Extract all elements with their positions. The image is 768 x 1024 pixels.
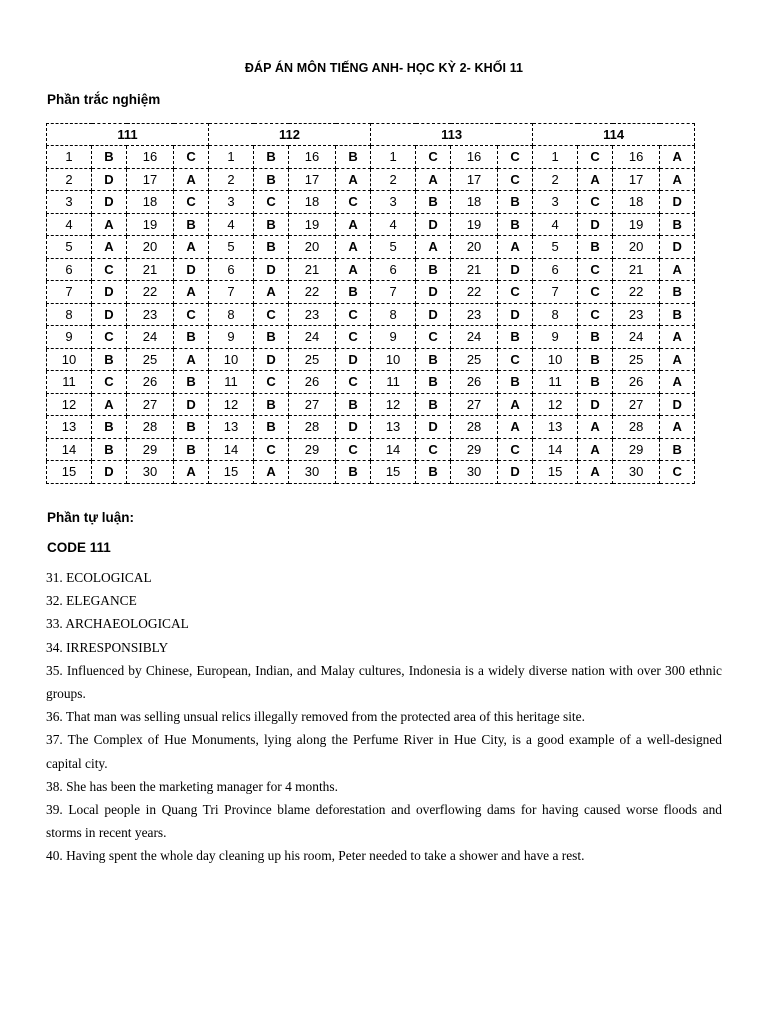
question-number-cell: 7 (371, 281, 416, 304)
answer-cell: A (660, 168, 695, 191)
question-number-cell: 28 (613, 416, 660, 439)
answer-cell: C (92, 258, 127, 281)
table-row (47, 348, 695, 371)
question-number-cell: 10 (533, 348, 578, 371)
essay-answer-37: 37. The Complex of Hue Monuments, lying along the Perfume River in Hue City, is a good example of a well-designed capital city. (46, 732, 722, 771)
table-row (47, 416, 695, 439)
question-number-cell: 28 (127, 416, 174, 439)
question-number-cell: 3 (533, 191, 578, 214)
essay-answer-32: 32. ELEGANCE (46, 593, 137, 609)
answer-cell: A (92, 393, 127, 416)
question-number-cell: 25 (127, 348, 174, 371)
multiple-choice-heading: Phần trắc nghiệm (47, 92, 161, 107)
question-number-cell: 8 (371, 303, 416, 326)
answer-cell: A (174, 281, 209, 304)
question-number-cell: 4 (209, 213, 254, 236)
answer-cell: D (498, 461, 533, 484)
question-number-cell: 13 (47, 416, 92, 439)
answer-cell: C (416, 146, 451, 169)
answer-cell: D (254, 348, 289, 371)
answer-cell: A (416, 236, 451, 259)
question-number-cell: 17 (127, 168, 174, 191)
question-number-cell: 15 (209, 461, 254, 484)
answer-cell: C (578, 281, 613, 304)
question-number-cell: 18 (289, 191, 336, 214)
answer-cell: B (416, 393, 451, 416)
answer-cell: B (254, 416, 289, 439)
answer-cell: A (498, 416, 533, 439)
question-number-cell: 9 (533, 326, 578, 349)
table-row (47, 371, 695, 394)
table-row (47, 393, 695, 416)
essay-answer-40: 40. Having spent the whole day cleaning up his room, Peter needed to take a shower and have a rest. (46, 848, 585, 864)
answer-cell: B (416, 461, 451, 484)
question-number-cell: 8 (209, 303, 254, 326)
answer-cell: C (498, 146, 533, 169)
answer-cell: B (578, 348, 613, 371)
question-number-cell: 19 (451, 213, 498, 236)
answer-cell: D (174, 258, 209, 281)
answer-cell: B (578, 236, 613, 259)
question-number-cell: 22 (127, 281, 174, 304)
question-number-cell: 24 (127, 326, 174, 349)
question-number-cell: 18 (613, 191, 660, 214)
question-number-cell: 11 (209, 371, 254, 394)
answer-cell: B (416, 371, 451, 394)
question-number-cell: 3 (371, 191, 416, 214)
question-number-cell: 12 (371, 393, 416, 416)
answer-cell: B (174, 371, 209, 394)
answer-cell: B (416, 191, 451, 214)
answer-cell: C (498, 438, 533, 461)
answer-cell: C (578, 146, 613, 169)
question-number-cell: 5 (209, 236, 254, 259)
answer-cell: C (336, 303, 371, 326)
answer-cell: B (254, 326, 289, 349)
answer-cell: B (498, 371, 533, 394)
table-row (47, 213, 695, 236)
answer-cell: B (416, 258, 451, 281)
question-number-cell: 17 (289, 168, 336, 191)
answer-cell: A (578, 416, 613, 439)
question-number-cell: 2 (209, 168, 254, 191)
answer-cell: D (254, 258, 289, 281)
answer-cell: C (416, 326, 451, 349)
table-row (47, 326, 695, 349)
question-number-cell: 19 (613, 213, 660, 236)
answer-cell: B (498, 326, 533, 349)
table-row (47, 438, 695, 461)
answer-cell: B (174, 326, 209, 349)
question-number-cell: 29 (127, 438, 174, 461)
question-number-cell: 27 (289, 393, 336, 416)
answer-cell: D (578, 213, 613, 236)
answer-cell: A (660, 416, 695, 439)
answer-cell: B (660, 303, 695, 326)
question-number-cell: 23 (451, 303, 498, 326)
answer-cell: B (254, 146, 289, 169)
table-row (47, 191, 695, 214)
question-number-cell: 7 (47, 281, 92, 304)
question-number-cell: 22 (613, 281, 660, 304)
essay-heading: Phần tự luận: (47, 510, 135, 525)
answer-cell: B (254, 213, 289, 236)
answer-cell: A (578, 438, 613, 461)
answer-cell: C (254, 438, 289, 461)
answer-cell: A (660, 146, 695, 169)
question-number-cell: 21 (289, 258, 336, 281)
question-number-cell: 22 (451, 281, 498, 304)
answer-cell: B (578, 371, 613, 394)
answer-cell: C (174, 191, 209, 214)
question-number-cell: 3 (47, 191, 92, 214)
question-number-cell: 6 (209, 258, 254, 281)
question-number-cell: 11 (47, 371, 92, 394)
answer-cell: C (578, 191, 613, 214)
code-header-111: 111 (47, 124, 209, 146)
answer-cell: A (174, 236, 209, 259)
question-number-cell: 21 (451, 258, 498, 281)
answer-cell: C (336, 371, 371, 394)
question-number-cell: 30 (613, 461, 660, 484)
code-header-114: 114 (533, 124, 695, 146)
answer-cell: B (174, 213, 209, 236)
question-number-cell: 22 (289, 281, 336, 304)
document-title: ĐÁP ÁN MÔN TIẾNG ANH- HỌC KỲ 2- KHỐI 11 (244, 61, 524, 75)
question-number-cell: 15 (47, 461, 92, 484)
question-number-cell: 1 (371, 146, 416, 169)
question-number-cell: 28 (451, 416, 498, 439)
answer-cell: A (174, 168, 209, 191)
code-header-112: 112 (209, 124, 371, 146)
answer-cell: D (660, 236, 695, 259)
answer-cell: C (578, 303, 613, 326)
question-number-cell: 19 (289, 213, 336, 236)
question-number-cell: 16 (451, 146, 498, 169)
essay-answer-31: 31. ECOLOGICAL (46, 570, 152, 585)
question-number-cell: 18 (127, 191, 174, 214)
question-number-cell: 30 (451, 461, 498, 484)
code-header-113: 113 (371, 124, 533, 146)
question-number-cell: 27 (613, 393, 660, 416)
question-number-cell: 20 (451, 236, 498, 259)
question-number-cell: 6 (47, 258, 92, 281)
answer-cell: C (254, 371, 289, 394)
answer-cell: C (254, 191, 289, 214)
answer-cell: B (336, 146, 371, 169)
answer-cell: A (578, 168, 613, 191)
answer-cell: D (498, 303, 533, 326)
essay-answer-36: 36. That man was selling unsual relics illegally removed from the protected area of this heritage site. (46, 709, 585, 725)
question-number-cell: 8 (533, 303, 578, 326)
table-row (47, 168, 695, 191)
question-number-cell: 13 (371, 416, 416, 439)
answer-cell: B (660, 438, 695, 461)
answer-cell: B (254, 168, 289, 191)
question-number-cell: 11 (371, 371, 416, 394)
question-number-cell: 30 (289, 461, 336, 484)
answer-cell: D (92, 303, 127, 326)
answer-cell: B (660, 213, 695, 236)
answer-cell: D (174, 393, 209, 416)
table-row (47, 258, 695, 281)
answer-cell: D (660, 393, 695, 416)
answer-cell: C (498, 348, 533, 371)
question-number-cell: 1 (47, 146, 92, 169)
answer-cell: D (416, 416, 451, 439)
answer-cell: A (336, 258, 371, 281)
answer-cell: C (336, 326, 371, 349)
question-number-cell: 21 (613, 258, 660, 281)
question-number-cell: 16 (127, 146, 174, 169)
question-number-cell: 5 (47, 236, 92, 259)
question-number-cell: 27 (127, 393, 174, 416)
answer-cell: B (660, 281, 695, 304)
question-number-cell: 6 (371, 258, 416, 281)
question-number-cell: 26 (289, 371, 336, 394)
answer-cell: B (92, 438, 127, 461)
question-number-cell: 25 (289, 348, 336, 371)
answer-cell: C (498, 168, 533, 191)
answer-cell: C (174, 303, 209, 326)
question-number-cell: 4 (371, 213, 416, 236)
question-number-cell: 23 (127, 303, 174, 326)
answer-cell: C (578, 258, 613, 281)
question-number-cell: 14 (209, 438, 254, 461)
answer-cell: B (578, 326, 613, 349)
question-number-cell: 23 (289, 303, 336, 326)
table-row (47, 281, 695, 304)
answer-key-table (46, 123, 695, 484)
answer-cell: C (336, 438, 371, 461)
essay-answer-35: 35. Influenced by Chinese, European, Indian, and Malay cultures, Indonesia is a widely diverse nation with over 300 ethnic groups. (46, 662, 722, 702)
question-number-cell: 10 (371, 348, 416, 371)
answer-cell: A (92, 236, 127, 259)
answer-cell: A (92, 213, 127, 236)
question-number-cell: 21 (127, 258, 174, 281)
question-number-cell: 6 (533, 258, 578, 281)
answer-cell: D (92, 461, 127, 484)
answer-cell: C (336, 191, 371, 214)
question-number-cell: 27 (451, 393, 498, 416)
answer-cell: A (660, 326, 695, 349)
answer-cell: B (336, 281, 371, 304)
question-number-cell: 7 (209, 281, 254, 304)
code-header-row (47, 124, 695, 146)
question-number-cell: 4 (533, 213, 578, 236)
answer-cell: A (174, 461, 209, 484)
question-number-cell: 2 (47, 168, 92, 191)
question-number-cell: 4 (47, 213, 92, 236)
answer-cell: D (416, 213, 451, 236)
answer-cell: B (174, 438, 209, 461)
question-number-cell: 18 (451, 191, 498, 214)
answer-cell: D (92, 168, 127, 191)
question-number-cell: 12 (47, 393, 92, 416)
question-number-cell: 20 (289, 236, 336, 259)
question-number-cell: 2 (371, 168, 416, 191)
answer-cell: B (254, 393, 289, 416)
question-number-cell: 16 (289, 146, 336, 169)
question-number-cell: 24 (451, 326, 498, 349)
question-number-cell: 25 (613, 348, 660, 371)
question-number-cell: 19 (127, 213, 174, 236)
table-row (47, 461, 695, 484)
question-number-cell: 11 (533, 371, 578, 394)
answer-cell: D (416, 281, 451, 304)
answer-cell: B (416, 348, 451, 371)
answer-cell: D (660, 191, 695, 214)
answer-cell: C (92, 371, 127, 394)
answer-cell: A (578, 461, 613, 484)
question-number-cell: 24 (289, 326, 336, 349)
question-number-cell: 20 (127, 236, 174, 259)
answer-cell: D (336, 348, 371, 371)
question-number-cell: 14 (533, 438, 578, 461)
essay-answer-38: 38. She has been the marketing manager for 4 months. (46, 778, 338, 794)
answer-cell: B (336, 393, 371, 416)
question-number-cell: 5 (371, 236, 416, 259)
question-number-cell: 5 (533, 236, 578, 259)
question-number-cell: 3 (209, 191, 254, 214)
answer-cell: A (660, 348, 695, 371)
question-number-cell: 20 (613, 236, 660, 259)
answer-cell: B (498, 191, 533, 214)
answer-cell: C (174, 146, 209, 169)
essay-answer-33: 33. ARCHAEOLOGICAL (46, 616, 189, 632)
question-number-cell: 1 (533, 146, 578, 169)
question-number-cell: 2 (533, 168, 578, 191)
question-number-cell: 14 (47, 438, 92, 461)
question-number-cell: 1 (209, 146, 254, 169)
answer-cell: C (660, 461, 695, 484)
table-row (47, 146, 695, 169)
question-number-cell: 16 (613, 146, 660, 169)
question-number-cell: 13 (533, 416, 578, 439)
answer-cell: A (254, 461, 289, 484)
question-number-cell: 9 (209, 326, 254, 349)
answer-cell: A (336, 236, 371, 259)
answer-cell: B (498, 213, 533, 236)
essay-answer-39: 39. Local people in Quang Tri Province blame deforestation and overflowing dams for having caused worse floods and storms in recent years. (46, 802, 722, 841)
question-number-cell: 26 (451, 371, 498, 394)
question-number-cell: 25 (451, 348, 498, 371)
question-number-cell: 29 (451, 438, 498, 461)
answer-cell: D (498, 258, 533, 281)
question-number-cell: 29 (613, 438, 660, 461)
question-number-cell: 14 (371, 438, 416, 461)
question-number-cell: 12 (533, 393, 578, 416)
question-number-cell: 24 (613, 326, 660, 349)
question-number-cell: 8 (47, 303, 92, 326)
question-number-cell: 26 (127, 371, 174, 394)
answer-cell: A (336, 213, 371, 236)
code-heading: CODE 111 (47, 540, 111, 555)
question-number-cell: 30 (127, 461, 174, 484)
question-number-cell: 23 (613, 303, 660, 326)
answer-cell: B (92, 146, 127, 169)
essay-answers (46, 566, 722, 868)
answer-cell: C (92, 326, 127, 349)
question-number-cell: 17 (451, 168, 498, 191)
answer-cell: C (416, 438, 451, 461)
answer-cell: D (336, 416, 371, 439)
answer-cell: D (92, 191, 127, 214)
table-row (47, 236, 695, 259)
question-number-cell: 15 (533, 461, 578, 484)
answer-cell: A (416, 168, 451, 191)
table-row (47, 303, 695, 326)
answer-cell: C (498, 281, 533, 304)
question-number-cell: 10 (209, 348, 254, 371)
question-number-cell: 7 (533, 281, 578, 304)
answer-cell: D (416, 303, 451, 326)
question-number-cell: 28 (289, 416, 336, 439)
answer-cell: A (174, 348, 209, 371)
answer-cell: A (660, 258, 695, 281)
answer-cell: A (498, 393, 533, 416)
answer-cell: D (578, 393, 613, 416)
answer-cell: B (254, 236, 289, 259)
answer-cell: A (336, 168, 371, 191)
answer-cell: B (92, 348, 127, 371)
answer-cell: A (254, 281, 289, 304)
question-number-cell: 9 (47, 326, 92, 349)
essay-answer-34: 34. IRRESPONSIBLY (46, 639, 169, 655)
answer-cell: A (660, 371, 695, 394)
answer-cell: B (92, 416, 127, 439)
answer-cell: B (174, 416, 209, 439)
question-number-cell: 13 (209, 416, 254, 439)
answer-cell: A (498, 236, 533, 259)
question-number-cell: 12 (209, 393, 254, 416)
question-number-cell: 29 (289, 438, 336, 461)
answer-cell: D (92, 281, 127, 304)
question-number-cell: 10 (47, 348, 92, 371)
answer-cell: C (254, 303, 289, 326)
question-number-cell: 26 (613, 371, 660, 394)
answer-cell: B (336, 461, 371, 484)
question-number-cell: 17 (613, 168, 660, 191)
question-number-cell: 9 (371, 326, 416, 349)
question-number-cell: 15 (371, 461, 416, 484)
